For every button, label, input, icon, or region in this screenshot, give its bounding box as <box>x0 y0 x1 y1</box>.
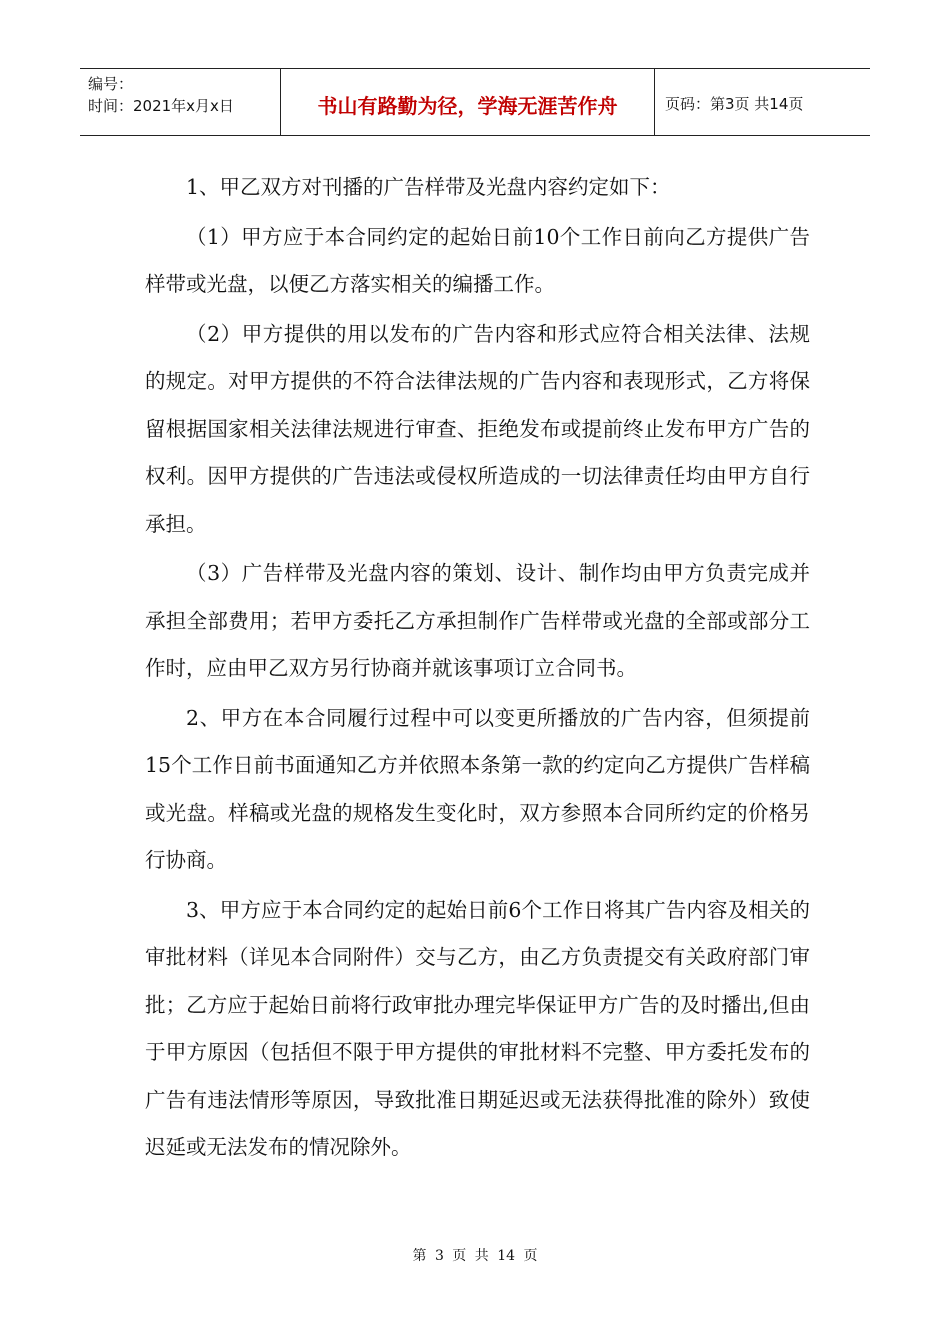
header-page-info: 页码：第3页 共14页 <box>665 94 804 113</box>
paragraph-clause-1-1: （1）甲方应于本合同约定的起始日前10个工作日前向乙方提供广告样带或光盘，以便乙方落实相关的编播工作。 <box>145 224 810 296</box>
header-motto: 书山有路勤为径，学海无涯苦作舟 <box>281 69 655 135</box>
document-body <box>145 164 810 1172</box>
paragraph-clause-2: 2、甲方在本合同履行过程中可以变更所播放的广告内容，但须提前15个工作日前书面通知乙方并依照本条第一款的约定向乙方提供广告样稿或光盘。样稿或光盘的规格发生变化时，双方参照本合同所约定的价格另行协商。 <box>145 705 810 872</box>
page-footer: 第 3 页 共 14 页 <box>412 1248 538 1264</box>
document-number-label: 编号： <box>88 75 134 93</box>
page-header <box>80 68 870 136</box>
header-meta <box>80 69 281 135</box>
paragraph-clause-1: 1、甲乙双方对刊播的广告样带及光盘内容约定如下： <box>186 175 671 199</box>
document-date-label: 时间：2021年x月x日 <box>88 97 234 115</box>
paragraph-clause-1-3: （3）广告样带及光盘内容的策划、设计、制作均由甲方负责完成并承担全部费用；若甲方委托乙方承担制作广告样带或光盘的全部或部分工作时，应由甲乙双方另行协商并就该事项订立合同书。 <box>145 561 810 680</box>
paragraph-clause-1-2: （2）甲方提供的用以发布的广告内容和形式应符合相关法律、法规的规定。对甲方提供的不符合法律法规的广告内容和表现形式，乙方将保留根据国家相关法律法规进行审查、拒绝发布或提前终止发布甲方广告的权利。因甲方提供的广告违法或侵权所造成的一切法律责任均由甲方自行承担。 <box>145 321 810 536</box>
paragraph-clause-3: 3、甲方应于本合同约定的起始日前6个工作日将其广告内容及相关的审批材料（详见本合同附件）交与乙方，由乙方负责提交有关政府部门审批；乙方应于起始日前将行政审批办理完毕保证甲方广告的及时播出,但由于甲方原因（包括但不限于甲方提供的审批材料不完整、甲方委托发布的广告有违法情形等原因，导致批准日期延迟或无法获得批准的除外）致使迟延或无法发布的情况除外。 <box>145 897 810 1159</box>
